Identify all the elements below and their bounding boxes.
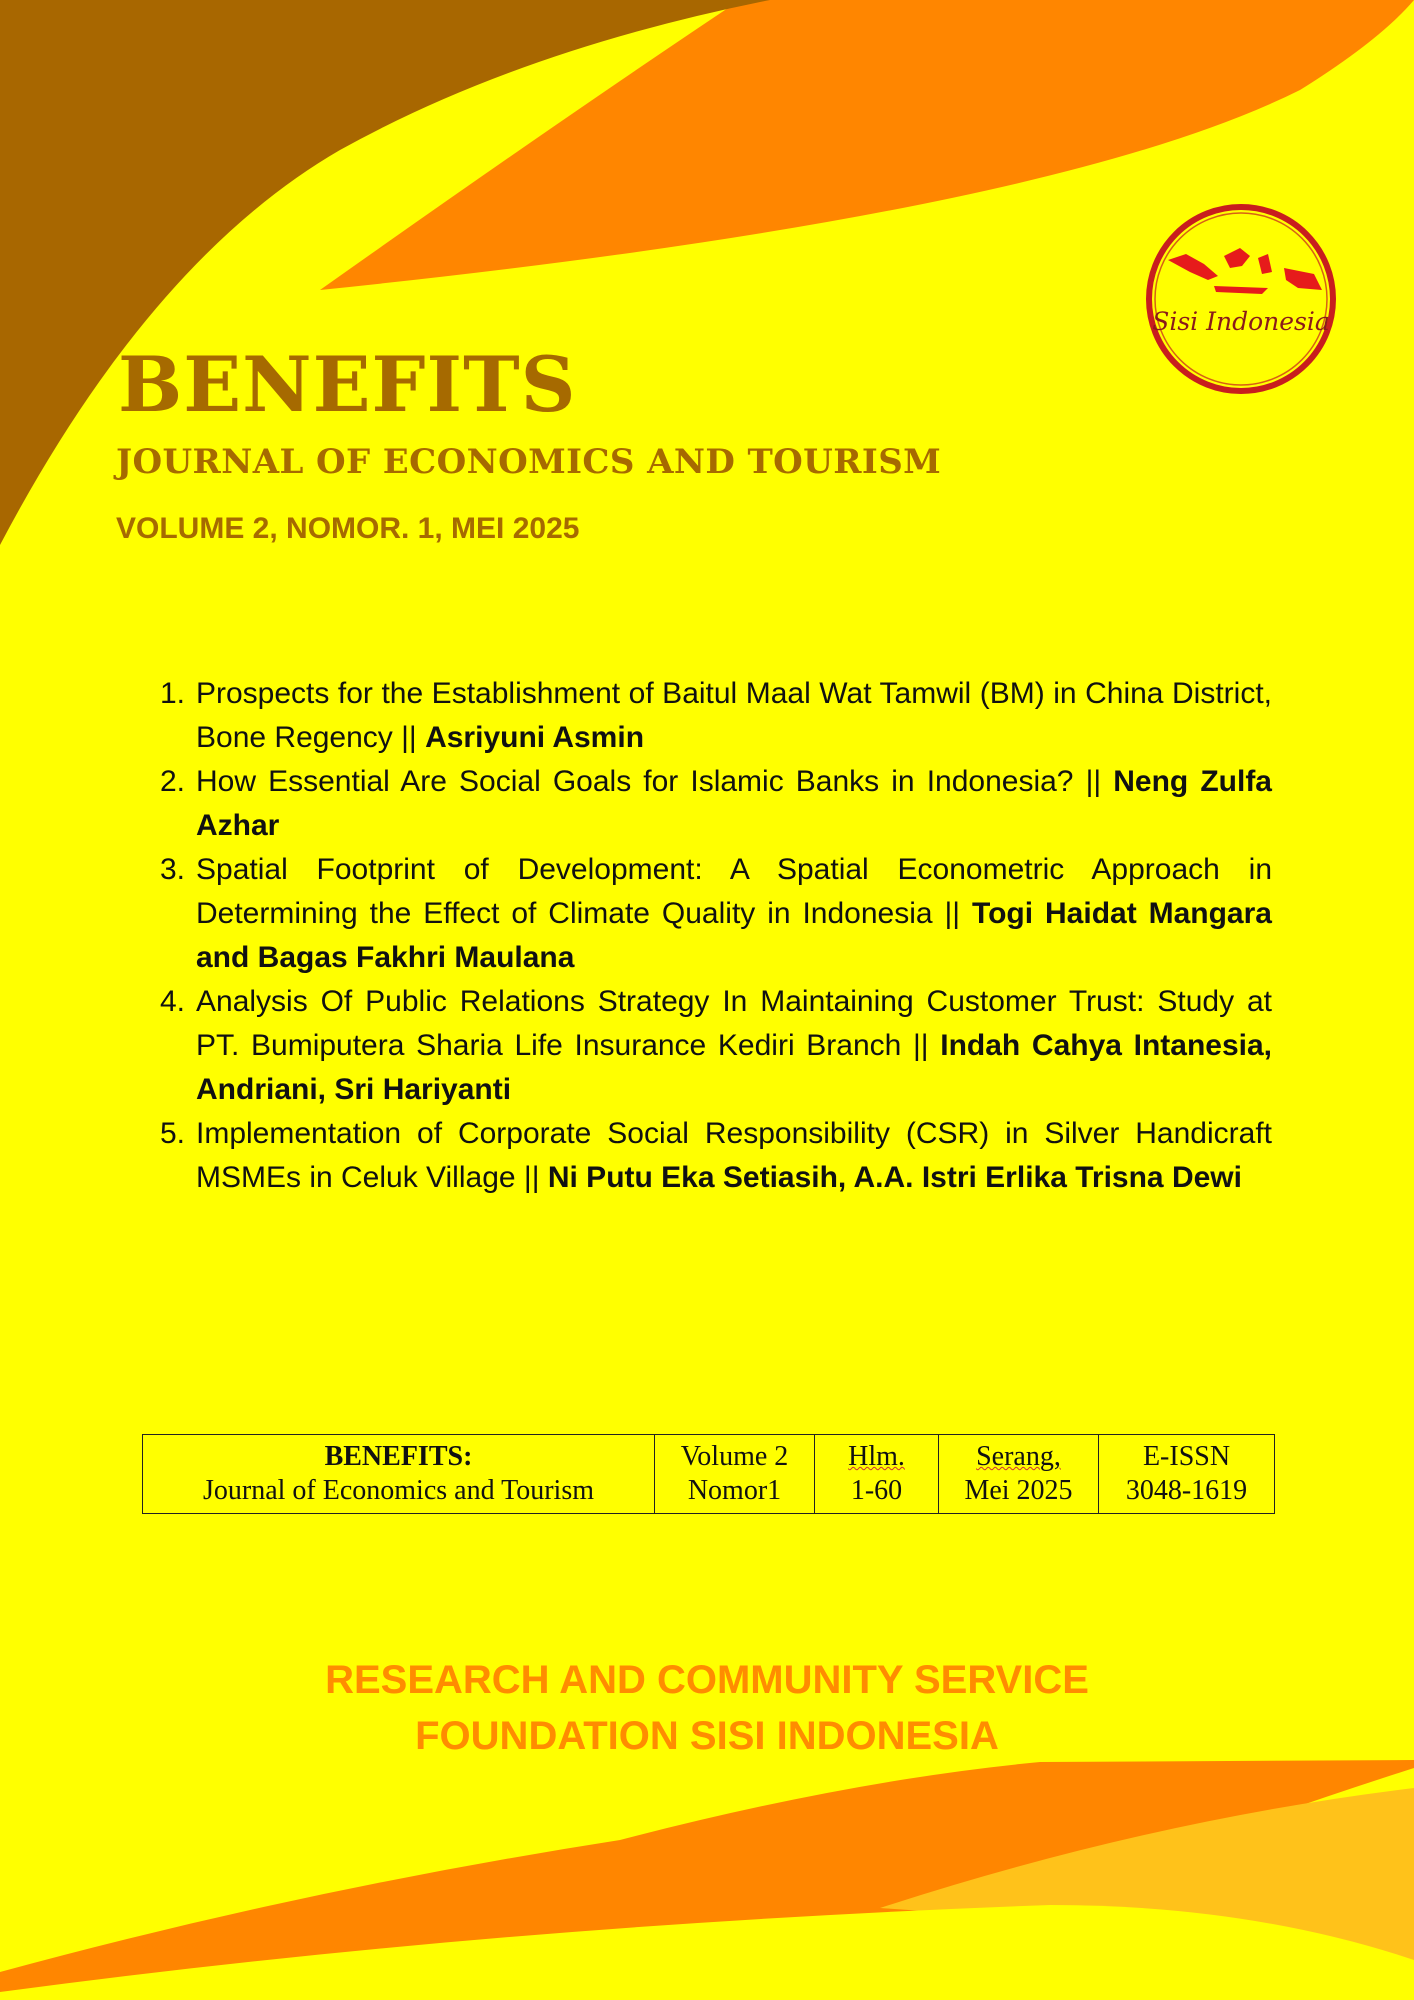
article-authors: Indah Cahya Intanesia, Andriani, Sri Hariyanti (196, 1029, 1272, 1106)
article-title: How Essential Are Social Goals for Islamic Banks in Indonesia? || (196, 765, 1102, 798)
city: Serang, (976, 1441, 1061, 1472)
article-number: 2. (160, 765, 186, 798)
article-title: Implementation of Corporate Social Responsibility (CSR) in Silver Handicraft MSMEs in Celuk Village || (196, 1117, 1272, 1194)
article-list (160, 672, 1272, 1200)
journal-subtitle: JOURNAL OF ECONOMICS AND TOURISM (116, 442, 942, 482)
list-item (160, 980, 1272, 1112)
sisi-indonesia-logo (1138, 196, 1344, 402)
article-title: Spatial Footprint of Development: A Spatial Econometric Approach in Determining the Effect of Climate Quality in Indonesia || (196, 853, 1272, 930)
article-authors: Asriyuni Asmin (425, 721, 645, 754)
article-number: 4. (160, 985, 186, 1018)
date-cell (939, 1435, 1099, 1514)
pages: 1-60 (850, 1475, 903, 1506)
journal-full-name: Journal of Economics and Tourism (202, 1475, 594, 1506)
foundation-name (0, 1652, 1414, 1764)
journal-title: BENEFITS (118, 340, 577, 429)
article-authors: Neng Zulfa Azhar (196, 765, 1272, 842)
list-item (160, 848, 1272, 980)
issn: 3048-1619 (1125, 1475, 1248, 1506)
pages-cell (815, 1435, 939, 1514)
journal-name-cell (143, 1435, 655, 1514)
volume: Volume 2 (680, 1441, 789, 1472)
article-number: 1. (160, 677, 186, 710)
article-number: 5. (160, 1117, 186, 1150)
article-authors: Ni Putu Eka Setiasih, A.A. Istri Erlika Trisna Dewi (547, 1161, 1242, 1194)
volume-line: VOLUME 2, NOMOR. 1, MEI 2025 (116, 512, 580, 545)
issn-label: E-ISSN (1142, 1441, 1231, 1472)
date: Mei 2025 (964, 1475, 1073, 1506)
volume-cell (655, 1435, 815, 1514)
article-authors: Togi Haidat Mangara and Bagas Fakhri Maulana (196, 897, 1272, 974)
foundation-line-1: RESEARCH AND COMMUNITY SERVICE (325, 1658, 1089, 1702)
journal-name: BENEFITS: (324, 1441, 473, 1472)
journal-info-table (142, 1434, 1275, 1514)
article-number: 3. (160, 853, 186, 886)
list-item (160, 760, 1272, 848)
article-title: Analysis Of Public Relations Strategy In Maintaining Customer Trust: Study at PT. Bumiputera Sharia Life Insurance Kediri Branch || (196, 985, 1272, 1062)
pages-label: Hlm. (848, 1441, 905, 1472)
article-title: Prospects for the Establishment of Baitul Maal Wat Tamwil (BM) in China District, Bone Regency || (196, 677, 1272, 754)
svg-text:Sisi Indonesia: Sisi Indonesia (1152, 307, 1330, 336)
issn-cell (1099, 1435, 1275, 1514)
list-item (160, 672, 1272, 760)
number: Nomor1 (687, 1475, 782, 1506)
foundation-line-2: FOUNDATION SISI INDONESIA (415, 1714, 999, 1758)
list-item (160, 1112, 1272, 1200)
